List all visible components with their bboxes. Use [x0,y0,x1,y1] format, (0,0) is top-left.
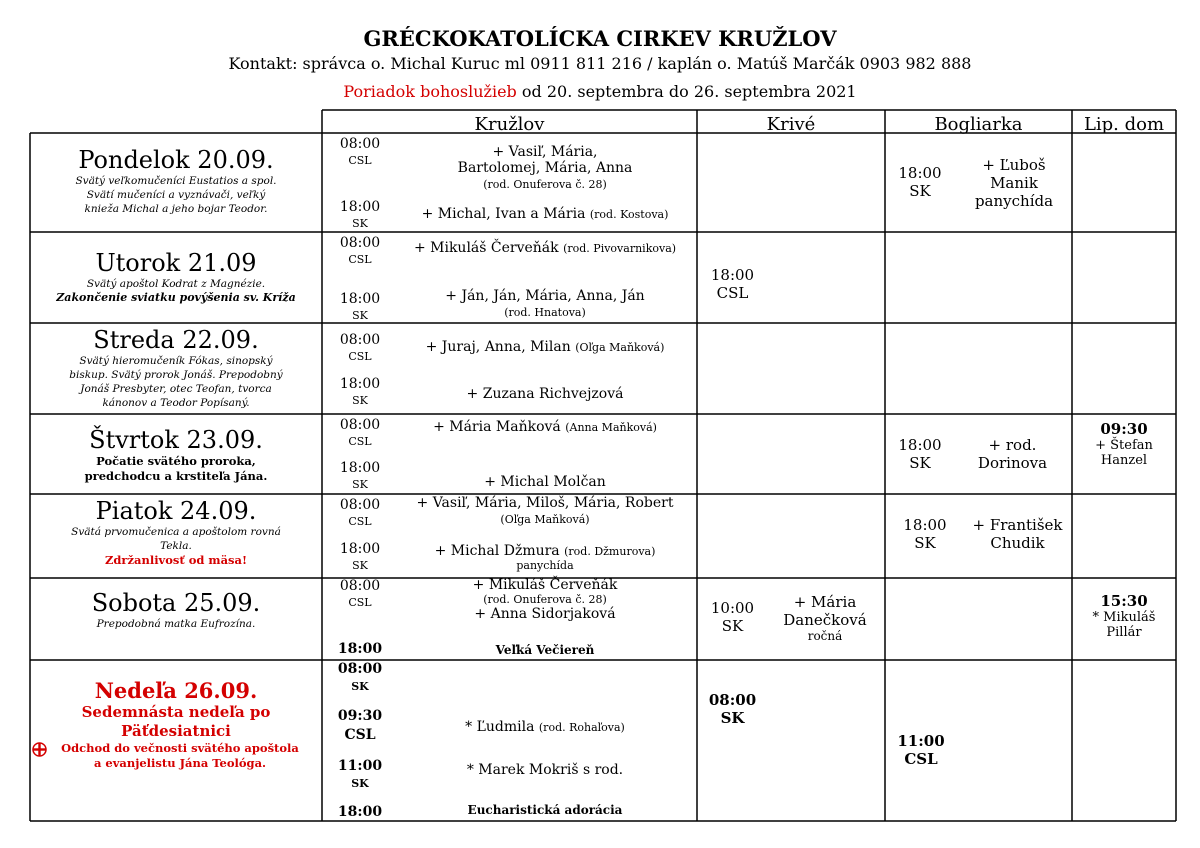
day-saturday [30,589,322,631]
schedule-label: Poriadok bohoslužieb [343,82,517,101]
mass-language: SK [352,394,368,407]
intention-text: + Juraj, Anna, Milan [425,339,571,355]
mass-time: 18:00 [339,291,381,307]
mass-language: CSL [348,515,372,528]
bogliarka-time [895,516,955,552]
intention-text: * Ľudmila [465,719,535,735]
day-note: Svätý veľkomučeníci Eustatios a spol. Svätí mučeníci a vyznávači, veľký knieža Michal a jeho bojar Teodor. [75,175,277,215]
krive-intention [770,593,880,643]
mass-time: 08:00 [339,332,381,348]
intention-note: (rod. Hnatova) [504,306,586,319]
mass-language: SK [352,309,368,322]
krive-time [700,599,765,635]
mass-language: SK [351,777,369,790]
intention-text: + Anna Sidorjaková [474,606,616,622]
intention-note: ročná [807,629,843,643]
mass-intention [395,419,695,435]
intention-note: (rod. Kostova) [589,208,669,221]
day-note: Svätá prvomučenica a apoštolom rovná Tekla. [71,526,281,552]
bogliarka-intention: + Ľuboš Manik panychída [974,156,1054,210]
intention-note: (rod. Džmurova) [564,545,656,558]
feast-note [30,741,322,771]
intention-text: + Ján, Ján, Mária, Anna, Ján [445,288,645,304]
language-value: CSL [904,750,938,768]
intention-note: (Oľga Maňková) [575,341,665,354]
day-name: Utorok 21.09 [95,249,257,277]
mass-intention [395,495,695,527]
mass-intention: * Marek Mokriš s rod. [466,762,624,778]
mass-time: 18:00 [339,460,381,476]
mass-time: 09:30 [337,708,383,724]
day-thursday [30,426,322,484]
mass-time: 18:00 [339,376,381,392]
intention-note: (rod. Pivovarnikova) [563,242,677,255]
bogliarka-time [890,732,952,768]
mass-intention [395,719,695,735]
feast-text: Odchod do večnosti svätého apoštola a evanjelistu Jána Teológa. [61,741,299,770]
mass-intention: + Michal Molčan [484,474,606,490]
day-note: Počatie svätého proroka, predchodcu a krstiteľa Jána. [84,454,268,483]
language-value: SK [721,617,744,635]
day-note: Svätý apoštol Kodrat z Magnézie. [86,278,266,290]
mass-time: 18:00 [337,641,383,657]
mass-language: CSL [348,596,372,609]
lip-dom-entry [1075,420,1173,468]
mass-time: 08:00 [339,235,381,251]
mass-time: 08:00 [339,417,381,433]
mass-language: CSL [348,253,372,266]
mass-intention [395,577,695,622]
time-value: 11:00 [897,732,945,750]
column-header-bogliarka: Bogliarka [934,114,1023,135]
intention-text: + Mikuláš Červeňák [472,577,618,593]
intention-text: + Štefan Hanzel [1095,438,1153,468]
day-monday [30,146,322,216]
mass-language: SK [351,680,369,693]
language-value: SK [720,709,745,727]
mass-time: 08:00 [339,497,381,513]
time-value: 18:00 [710,266,755,284]
mass-time: 08:00 [337,661,383,677]
day-tuesday [30,249,322,304]
sunday-note: Sedemnásta nedeľa po Päťdesiatnici [81,703,271,740]
mass-language: SK [352,478,368,491]
mass-time: 18:00 [337,804,383,820]
intention-note: (rod. Onuferova č. 28) [483,178,607,191]
language-value: SK [909,454,931,472]
schedule-dates: od 20. septembra do 26. septembra 2021 [516,82,857,101]
time-value: 15:30 [1100,592,1148,610]
time-value: 09:30 [1100,420,1148,438]
mass-intention [395,543,695,575]
intention-note: (rod. Rohaľova) [538,721,625,734]
cross-icon [32,742,47,757]
intention-text: + Mikuláš Červeňák [413,240,559,256]
mass-time: 08:00 [339,136,381,152]
column-header-lip-dom: Lip. dom [1083,114,1165,135]
bogliarka-intention: + rod. Dorinova [977,436,1048,472]
language-value: SK [914,534,936,552]
day-wednesday [30,326,322,410]
time-value: 18:00 [898,164,942,182]
day-name: Piatok 24.09. [95,497,257,525]
day-name: Nedeľa 26.09. [94,678,258,703]
lip-dom-entry [1075,592,1173,640]
fast-note: Zdržanlivosť od mäsa! [104,553,248,567]
krive-time [700,266,765,302]
feast-note: Zakončenie sviatku povýšenia sv. Kríža [56,291,296,304]
time-value: 18:00 [903,516,947,534]
intention-text: + Michal Džmura [434,543,560,559]
day-note: Prepodobná matka Eufrozína. [96,618,256,630]
service-name: Veľká Večiereň [495,643,595,657]
time-value: 18:00 [898,436,942,454]
mass-language: SK [352,559,368,572]
mass-intention [395,240,695,256]
mass-language: CSL [348,350,372,363]
mass-time: 11:00 [337,758,383,774]
intention-note: panychída [516,559,574,572]
day-friday [30,497,322,568]
day-name: Štvrtok 23.09. [89,426,263,454]
day-name: Streda 22.09. [93,326,259,354]
intention-note: (rod. Onuferova č. 28) [483,593,607,606]
language-value: CSL [716,284,749,302]
day-sunday [30,678,322,771]
page-title: GRÉCKOKATOLÍCKA CIRKEV KRUŽLOV [363,26,837,51]
mass-time: 08:00 [339,578,381,594]
intention-text: + Vasiľ, Mária, Miloš, Mária, Robert [416,495,674,511]
mass-language: SK [352,217,368,230]
bogliarka-time [890,164,950,200]
mass-language: CSL [348,154,372,167]
mass-intention [395,144,695,192]
mass-intention [395,339,695,355]
service-name: Eucharistická adorácia [467,803,623,817]
intention-note: (Oľga Maňková) [500,513,590,526]
time-value: 08:00 [708,691,757,709]
mass-language: CSL [348,435,372,448]
intention-text: * Mikuláš Pillár [1092,610,1156,640]
day-note: Svätý hieromučeník Fókas, sinopský biskup. Svätý prorok Jonáš. Prepodobný Jonáš Presbyter, otec Teofan, tvorca kánonov a Teodor Popísaný. [69,355,283,409]
mass-intention [395,288,695,320]
mass-time: 18:00 [339,199,381,215]
intention-text: + Mária Danečková [783,593,867,629]
column-header-krive: Krivé [766,114,816,135]
language-value: SK [909,182,931,200]
mass-intention [395,206,695,222]
bogliarka-intention: + František Chudik [972,516,1063,552]
bogliarka-time [890,436,950,472]
krive-time [700,691,765,727]
mass-time: 18:00 [339,541,381,557]
intention-text: + Michal, Ivan a Mária [421,206,586,222]
time-value: 10:00 [710,599,755,617]
day-name: Sobota 25.09. [91,589,261,617]
contact-line: Kontakt: správca o. Michal Kuruc ml 0911 811 216 / kaplán o. Matúš Marčák 0903 982 888 [228,54,972,73]
intention-text: + Vasiľ, Mária, Bartolomej, Mária, Anna [457,144,633,176]
day-name: Pondelok 20.09. [78,146,274,174]
intention-text: + Mária Maňková [433,419,561,435]
mass-intention: + Zuzana Richvejzová [466,386,624,402]
intention-note: (Anna Maňková) [565,421,657,434]
column-header-kruzlov: Kružlov [474,114,545,135]
mass-language: CSL [344,727,376,743]
